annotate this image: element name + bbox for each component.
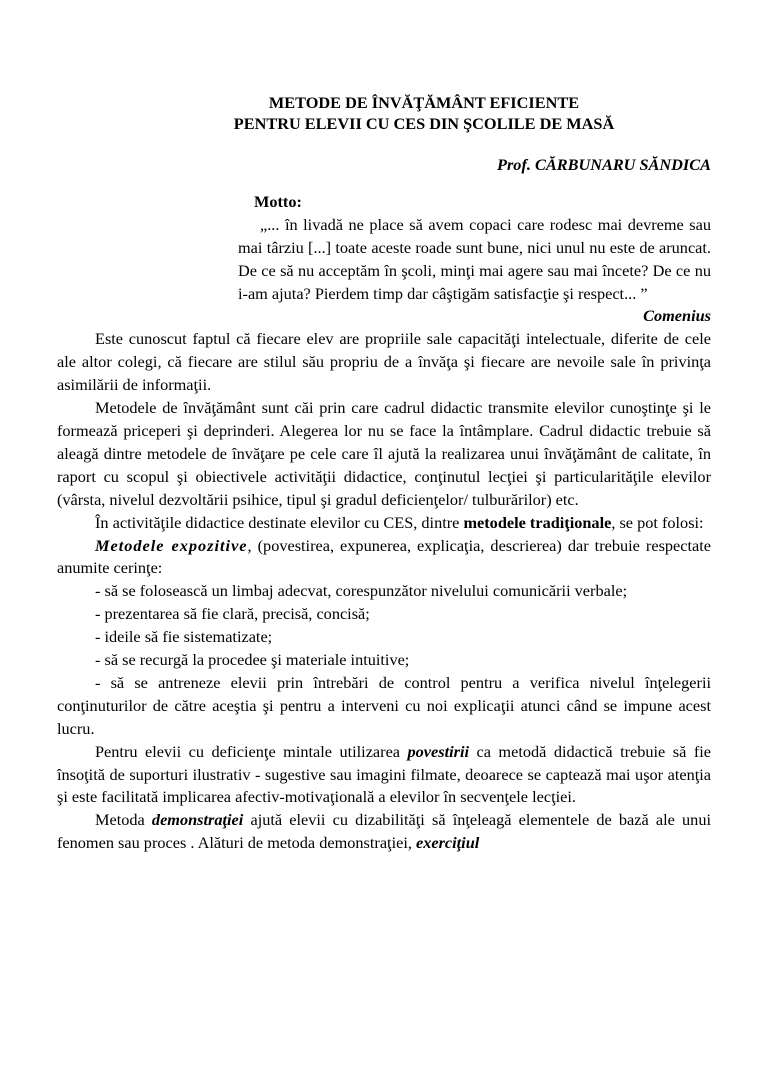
list-item-3: - ideile să fie sistematizate; [95, 627, 273, 647]
list-item-5: - să se antreneze elevii prin întrebări de control pentru a verifica nivelul înţelegerii conţinuturilor de către aceştia şi pentru a interveni cu noi explicaţii atunci când se impune acest lucru. [57, 672, 711, 738]
motto-label: Motto: [254, 191, 302, 211]
p4-bold-italic: Metodele expozitive [95, 535, 248, 555]
list-item-2: - prezentarea să fie clară, precisă, concisă; [95, 604, 370, 624]
paragraph-2: Metodele de învăţământ sunt căi prin care cadrul didactic transmite elevilor cunoştinţe şi le formează priceperi şi deprinderi. Alegerea lor nu se face la întâmplare. Cadrul didactic trebuie să aleagă dintre metodele de învăţare pe cele care îl ajută la realizarea unui învăţământ de calitate, în raport cu scopul şi obiectivele activităţii didactice, conţinutul lecţiei şi particularităţile elevilor (vârsta, nivelul dezvoltării psihice, tipul şi gradul deficienţelor/ tulburărilor) etc. [57, 398, 711, 509]
p6-bold-italic-2: exerciţiul [415, 833, 480, 853]
motto-author: Comenius [643, 306, 711, 326]
list-item-4: - să se recurgă la procedee şi materiale intuitive; [95, 650, 410, 670]
p5-text-c: ca metodă didactică trebuie să fie însoţită de suporturi ilustrativ - sugestive sau imagini filmate, deoarece se captează mai uşor atenţia şi este facilitată implicarea afectiv-motivaţională a elevilor în secvenţele lecţiei. [57, 741, 711, 807]
paragraph-6 [57, 809, 711, 855]
motto-block [238, 191, 711, 306]
p3-text-c: , se pot folosi: [611, 512, 704, 532]
author: Prof. CĂRBUNARU SĂNDICA [497, 155, 711, 174]
list-item-1: - să se folosească un limbaj adecvat, corespunzător nivelului comunicării verbale; [95, 581, 628, 601]
p6-text-c: ajută elevii cu dizabilităţi să înţeleagă elementele de bază ale unui fenomen sau proces . Alături de metoda demonstraţiei, [57, 810, 711, 853]
paragraph-3 [57, 512, 711, 535]
p3-bold: metodele tradiţionale [463, 512, 612, 532]
p4-text: , (povestirea, expunerea, explicaţia, descrierea) dar trebuie respectate anumite cerinţe: [57, 535, 711, 578]
motto-text: „... în livadă ne place să avem copaci care rodesc mai devreme sau mai târziu [...] toate aceste roade sunt bune, nici unul nu este de aruncat. De ce să nu acceptăm în şcoli, minţi mai agere sau mai încete? De ce nu i-am ajuta? Pierdem timp dar câştigăm satisfacţie şi respect... ” [238, 214, 711, 303]
title-line-1: METODE DE ÎNVĂŢĂMÂNT EFICIENTE [268, 93, 580, 112]
title-line-2: PENTRU ELEVII CU CES DIN ŞCOLILE DE MASĂ [233, 114, 615, 133]
paragraph-5 [57, 741, 711, 810]
paragraph-4 [57, 535, 711, 581]
p5-bold-italic: povestirii [407, 741, 470, 761]
p6-text-a: Metoda [95, 810, 152, 830]
p5-text-a: Pentru elevii cu deficienţe mintale utilizarea [95, 741, 408, 761]
p3-text-a: În activităţile didactice destinate elevilor cu CES, dintre [95, 512, 464, 532]
paragraph-1: Este cunoscut faptul că fiecare elev are propriile sale capacităţi intelectuale, diferite de cele ale altor colegi, că fiecare are stilul său propriu de a învăţa şi fiecare are nevoile sale în privinţa asimilării de informaţii. [57, 329, 711, 395]
p6-bold-italic-1: demonstraţiei [151, 810, 244, 830]
document-title [137, 92, 711, 134]
